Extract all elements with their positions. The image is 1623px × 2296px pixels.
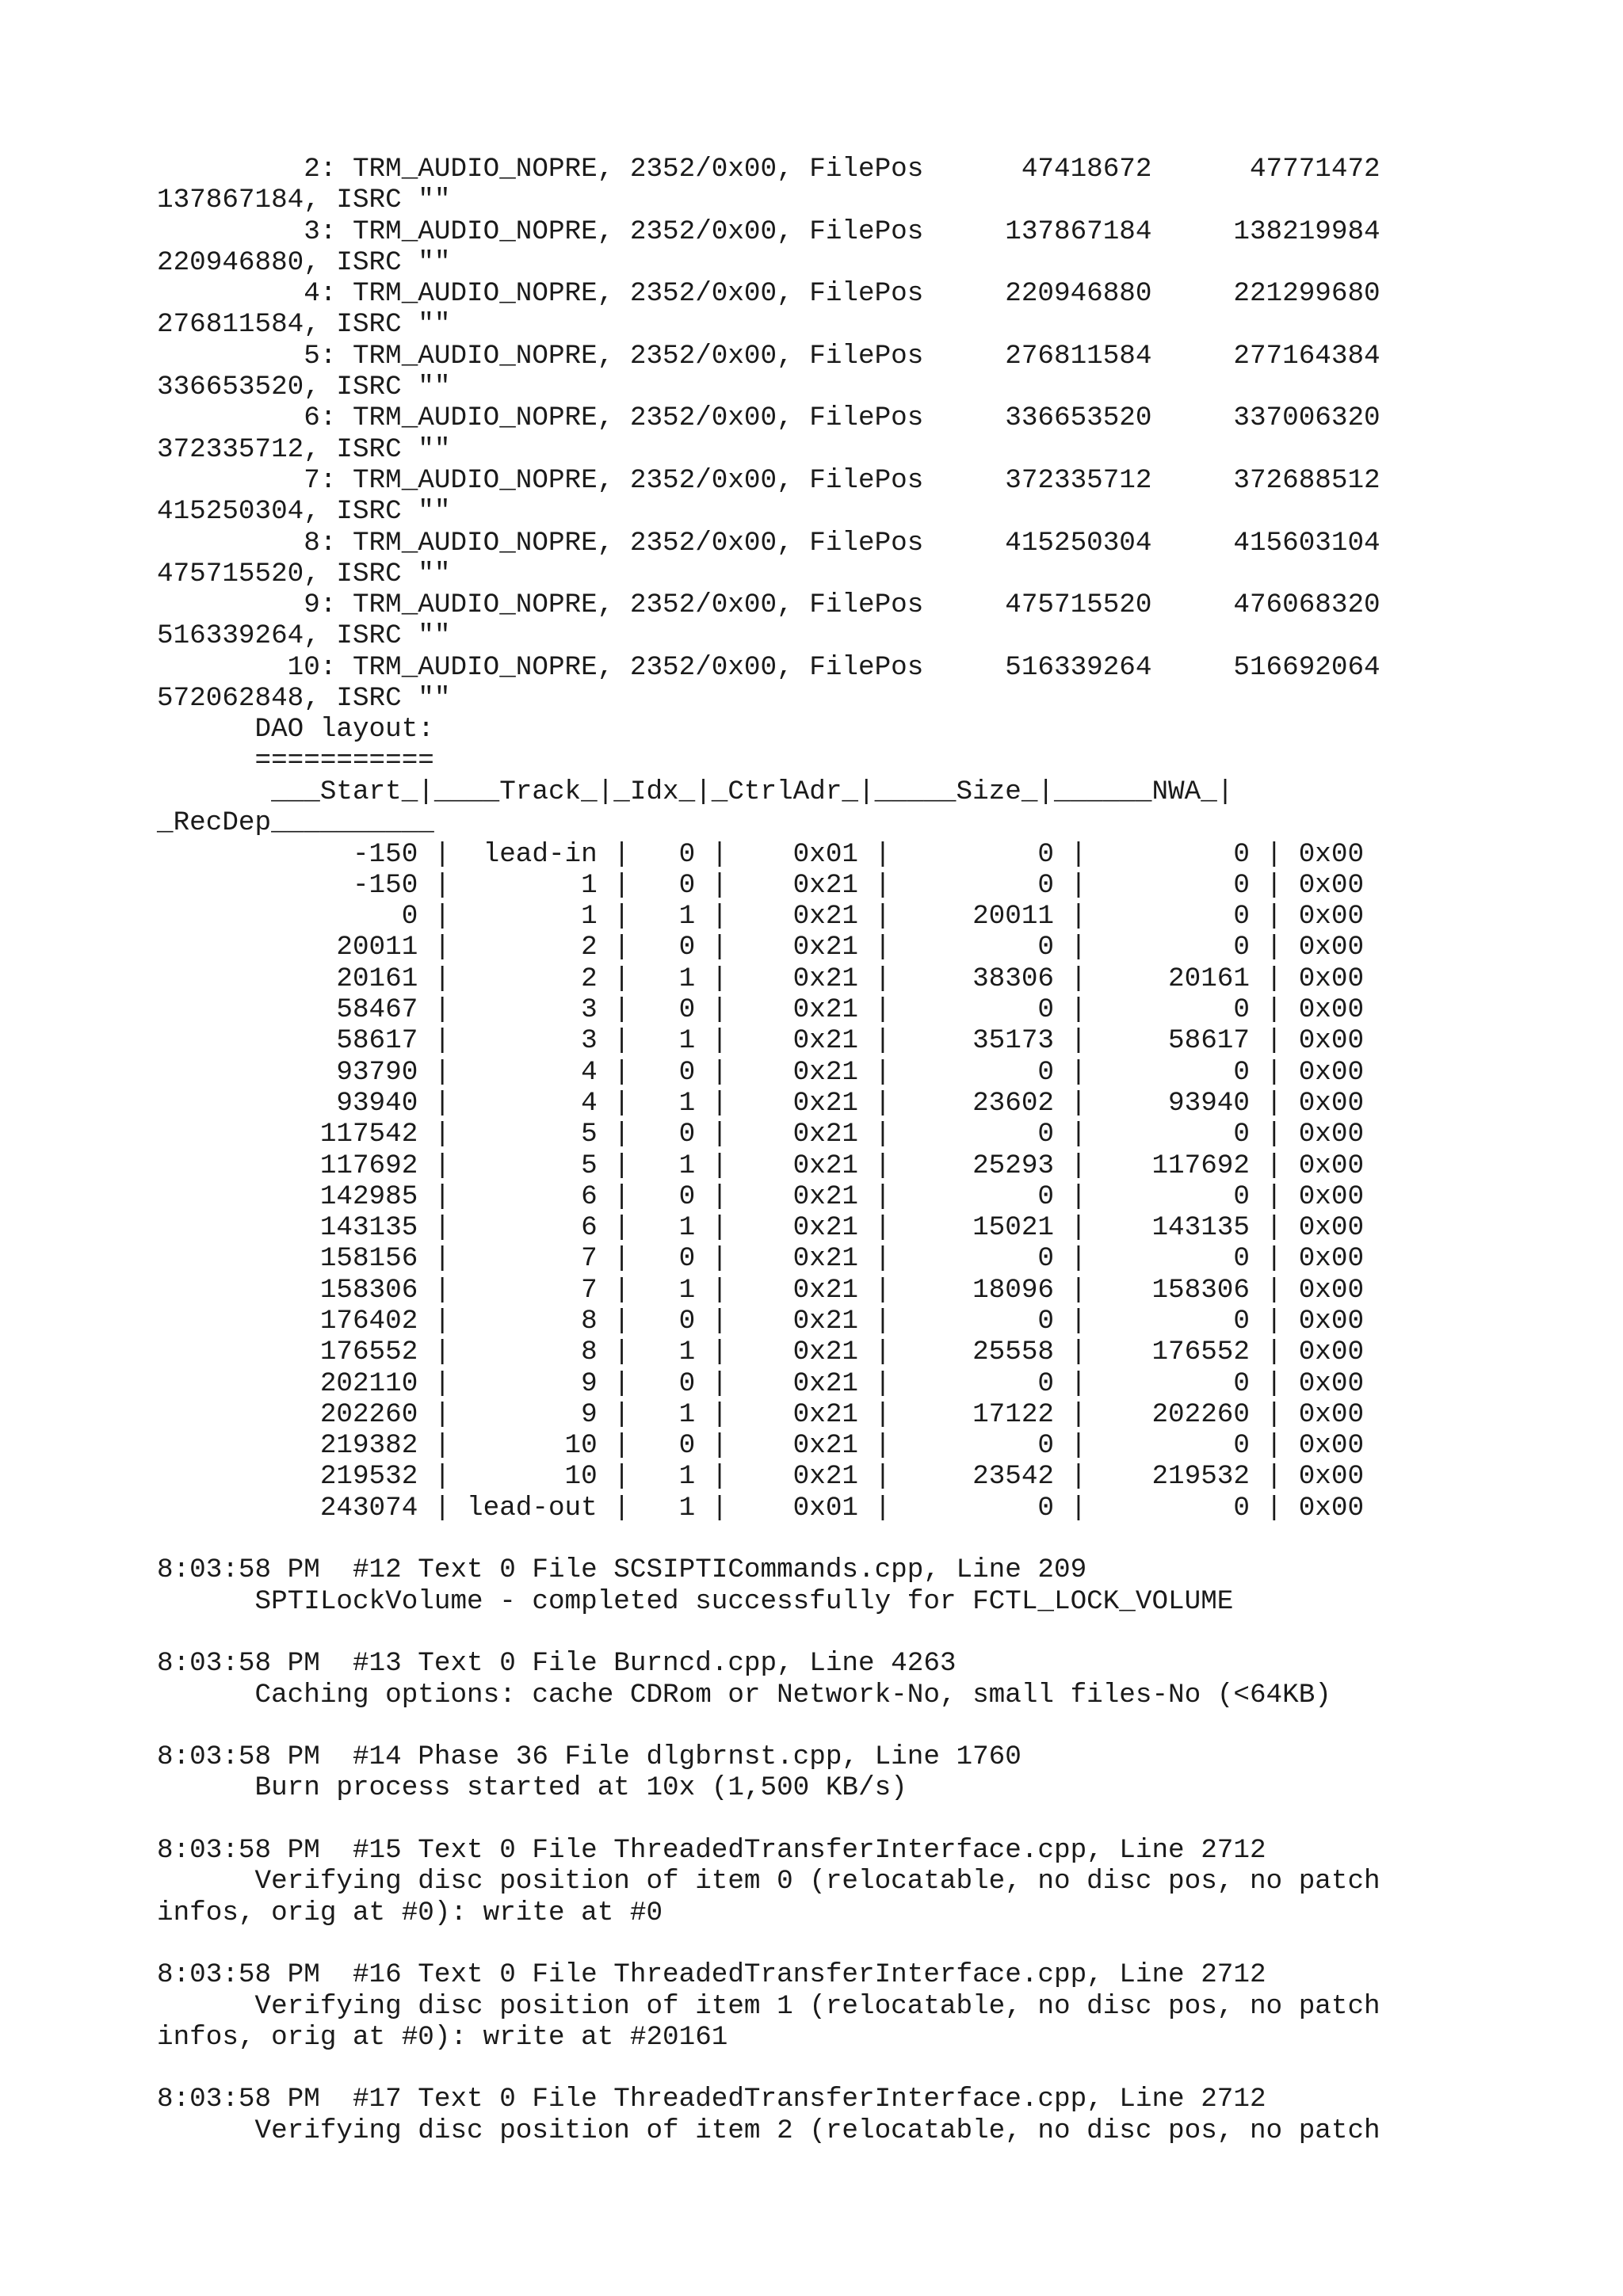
- log-line: Burn process started at 10x (1,500 KB/s): [157, 1772, 907, 1804]
- log-line: [157, 2053, 1381, 2084]
- log-line: 336653520, ISRC "": [157, 372, 451, 403]
- log-line: 415250304, ISRC "": [157, 496, 451, 528]
- log-line: infos, orig at #0): write at #0: [157, 1897, 663, 1928]
- log-line: 58617 | 3 | 1 | 0x21 | 35173 | 58617 | 0x00: [157, 1025, 1365, 1057]
- log-line: 5: TRM_AUDIO_NOPRE, 2352/0x00, FilePos 276811584 277164384: [157, 340, 1381, 372]
- log-line: 117692 | 5 | 1 | 0x21 | 25293 | 117692 | 0x00: [157, 1150, 1365, 1181]
- log-line: 8:03:58 PM #12 Text 0 File SCSIPTICommands.cpp, Line 209: [157, 1554, 1087, 1586]
- log-line: 8:03:58 PM #14 Phase 36 File dlgbrnst.cpp, Line 1760: [157, 1741, 1022, 1773]
- log-line: 20161 | 2 | 1 | 0x21 | 38306 | 20161 | 0x00: [157, 963, 1365, 994]
- log-line: infos, orig at #0): write at #20161: [157, 2021, 728, 2053]
- log-line: DAO layout:: [157, 714, 434, 746]
- log-line: 572062848, ISRC "": [157, 683, 451, 715]
- log-line: 137867184, ISRC "": [157, 185, 451, 216]
- log-line: 176402 | 8 | 0 | 0x21 | 0 | 0 | 0x00: [157, 1305, 1365, 1337]
- log-line: 8: TRM_AUDIO_NOPRE, 2352/0x00, FilePos 415250304 415603104: [157, 527, 1381, 559]
- log-line: 202260 | 9 | 1 | 0x21 | 17122 | 202260 | 0x00: [157, 1398, 1365, 1430]
- log-line: SPTILockVolume - completed successfully for FCTL_LOCK_VOLUME: [157, 1585, 1234, 1617]
- log-line: ___Start_|____Track_|_Idx_|_CtrlAdr_|_____Size_|______NWA_|: [157, 776, 1234, 807]
- log-line: 93790 | 4 | 0 | 0x21 | 0 | 0 | 0x00: [157, 1056, 1365, 1088]
- log-line: Verifying disc position of item 2 (relocatable, no disc pos, no patch: [157, 2115, 1381, 2146]
- log-line: 475715520, ISRC "": [157, 558, 451, 589]
- log-line: [157, 1928, 1381, 1959]
- log-line: 8:03:58 PM #16 Text 0 File ThreadedTransferInterface.cpp, Line 2712: [157, 1959, 1266, 1991]
- log-line: 2: TRM_AUDIO_NOPRE, 2352/0x00, FilePos 47418672 47771472: [157, 154, 1381, 185]
- log-line: 9: TRM_AUDIO_NOPRE, 2352/0x00, FilePos 475715520 476068320: [157, 589, 1381, 621]
- log-line: 202110 | 9 | 0 | 0x21 | 0 | 0 | 0x00: [157, 1367, 1365, 1399]
- log-line: [157, 1804, 1381, 1835]
- log-line: 142985 | 6 | 0 | 0x21 | 0 | 0 | 0x00: [157, 1180, 1365, 1212]
- log-line: 158306 | 7 | 1 | 0x21 | 18096 | 158306 | 0x00: [157, 1274, 1365, 1306]
- log-line: _RecDep__________: [157, 807, 434, 839]
- log-line: 220946880, ISRC "": [157, 246, 451, 278]
- log-line: 58467 | 3 | 0 | 0x21 | 0 | 0 | 0x00: [157, 994, 1365, 1026]
- log-line: 243074 | lead-out | 1 | 0x01 | 0 | 0 | 0x00: [157, 1492, 1365, 1524]
- log-line: 8:03:58 PM #13 Text 0 File Burncd.cpp, Line 4263: [157, 1648, 957, 1680]
- log-line: 219532 | 10 | 1 | 0x21 | 23542 | 219532 | 0x00: [157, 1461, 1365, 1493]
- log-line: 219382 | 10 | 0 | 0x21 | 0 | 0 | 0x00: [157, 1430, 1365, 1462]
- log-line: 516339264, ISRC "": [157, 620, 451, 652]
- log-line: 276811584, ISRC "": [157, 309, 451, 341]
- log-line: [157, 1524, 1381, 1554]
- log-line: 6: TRM_AUDIO_NOPRE, 2352/0x00, FilePos 336653520 337006320: [157, 402, 1381, 434]
- log-line: -150 | 1 | 0 | 0x21 | 0 | 0 | 0x00: [157, 869, 1365, 901]
- log-line: [157, 1617, 1381, 1648]
- log-line: 8:03:58 PM #17 Text 0 File ThreadedTransferInterface.cpp, Line 2712: [157, 2084, 1266, 2115]
- log-line: 143135 | 6 | 1 | 0x21 | 15021 | 143135 | 0x00: [157, 1212, 1365, 1244]
- log-line: 4: TRM_AUDIO_NOPRE, 2352/0x00, FilePos 220946880 221299680: [157, 278, 1381, 310]
- log-line: 158156 | 7 | 0 | 0x21 | 0 | 0 | 0x00: [157, 1243, 1365, 1275]
- log-line: -150 | lead-in | 0 | 0x01 | 0 | 0 | 0x00: [157, 838, 1365, 870]
- log-line: Verifying disc position of item 0 (relocatable, no disc pos, no patch: [157, 1866, 1381, 1897]
- log-line: 0 | 1 | 1 | 0x21 | 20011 | 0 | 0x00: [157, 901, 1365, 933]
- log-line: ===========: [157, 745, 434, 776]
- log-line: 3: TRM_AUDIO_NOPRE, 2352/0x00, FilePos 137867184 138219984: [157, 215, 1381, 247]
- log-line: 93940 | 4 | 1 | 0x21 | 23602 | 93940 | 0x00: [157, 1087, 1365, 1119]
- log-line: [157, 1711, 1381, 1741]
- log-line: 20011 | 2 | 0 | 0x21 | 0 | 0 | 0x00: [157, 932, 1365, 963]
- log-line: Verifying disc position of item 1 (relocatable, no disc pos, no patch: [157, 1990, 1381, 2022]
- log-line: 176552 | 8 | 1 | 0x21 | 25558 | 176552 | 0x00: [157, 1337, 1365, 1368]
- log-line: 10: TRM_AUDIO_NOPRE, 2352/0x00, FilePos 516339264 516692064: [157, 651, 1381, 683]
- log-line: 372335712, ISRC "": [157, 433, 451, 465]
- log-line: Caching options: cache CDRom or Network-No, small files-No (<64KB): [157, 1679, 1331, 1711]
- log-line: 7: TRM_AUDIO_NOPRE, 2352/0x00, FilePos 372335712 372688512: [157, 464, 1381, 496]
- log-line: 8:03:58 PM #15 Text 0 File ThreadedTransferInterface.cpp, Line 2712: [157, 1835, 1266, 1867]
- log-line: 117542 | 5 | 0 | 0x21 | 0 | 0 | 0x00: [157, 1119, 1365, 1150]
- log-text: [157, 154, 1381, 2146]
